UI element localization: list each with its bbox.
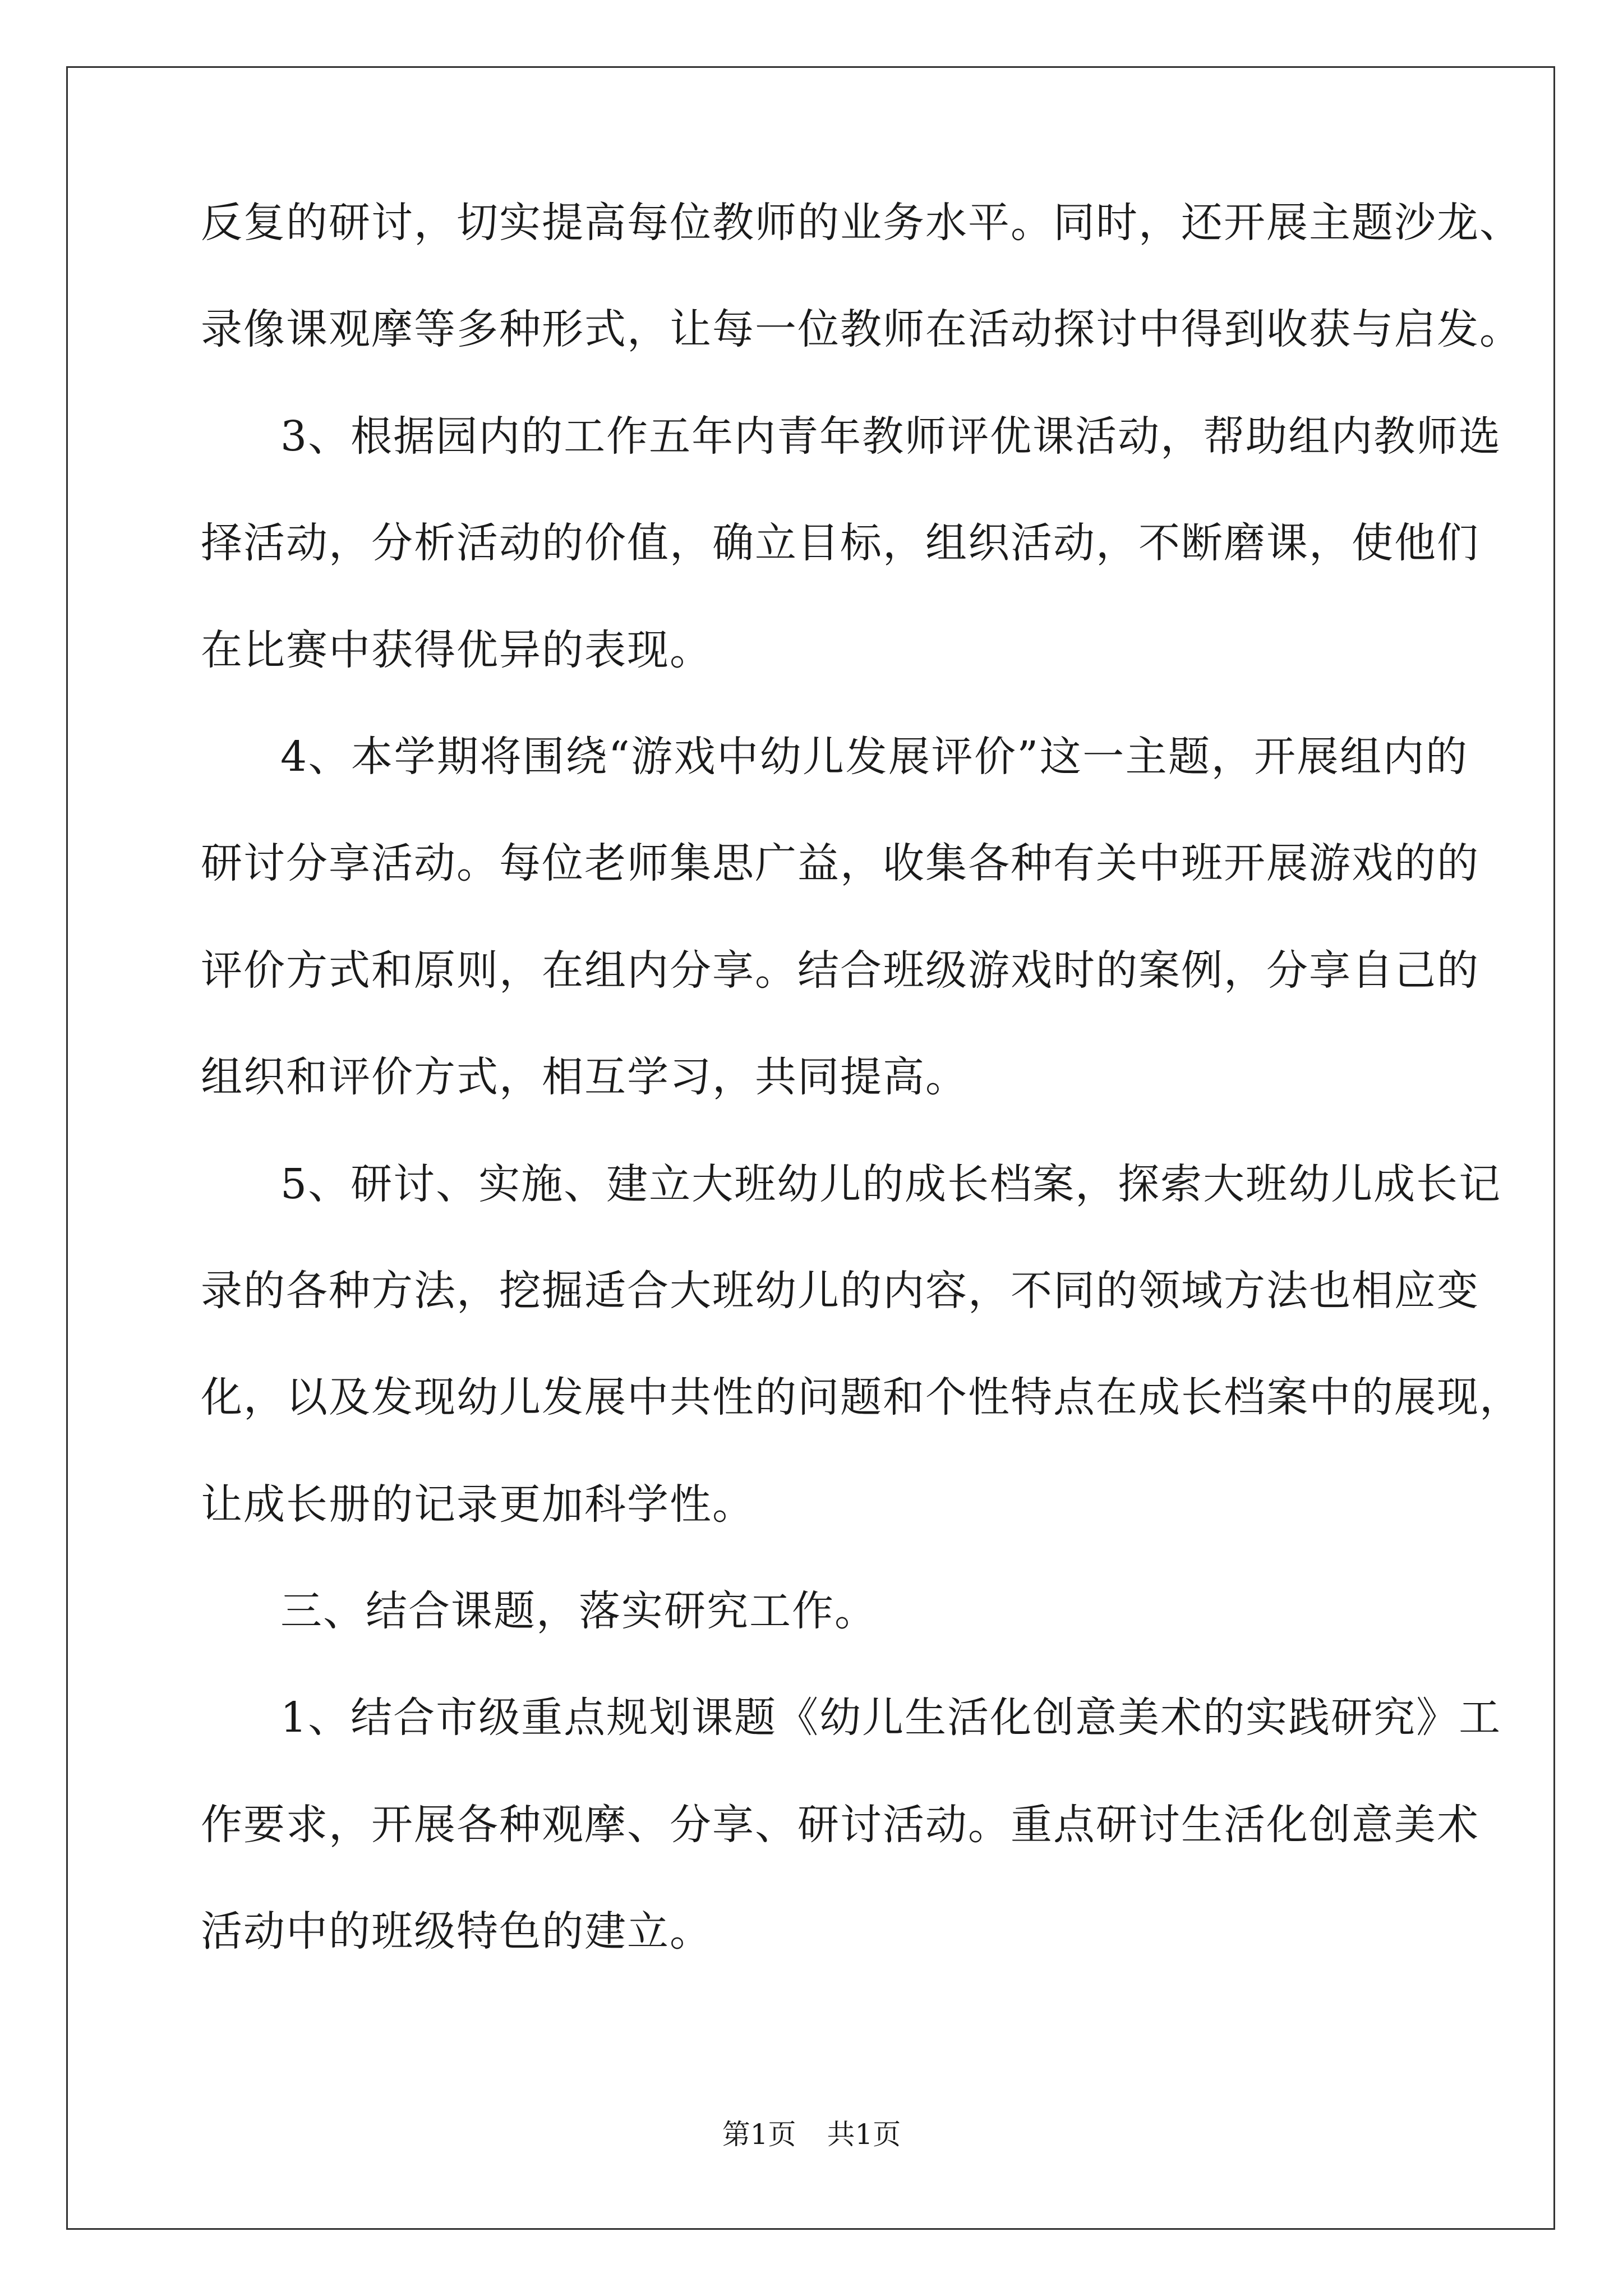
text-line: 录的各种方法，挖掘适合大班幼儿的内容，不同的领域方法也相应变 bbox=[201, 1266, 1479, 1315]
page-footer bbox=[0, 2118, 1623, 2151]
paragraph-3-start: 3、根据园内的工作五年内青年教师评优课活动，帮助组内教师选 bbox=[280, 412, 1502, 461]
total-pages: 共1页 bbox=[827, 2118, 901, 2151]
document-body bbox=[201, 197, 1522, 2013]
text-line: 作要求，开展各种观摩、分享、研讨活动。重点研讨生活化创意美术 bbox=[201, 1800, 1479, 1849]
text-line: 在比赛中获得优异的表现。 bbox=[201, 625, 712, 674]
paragraph-section3-1-start: 1、结合市级重点规划课题《幼儿生活化创意美术的实践研究》工 bbox=[280, 1694, 1502, 1742]
text-line: 评价方式和原则，在组内分享。结合班级游戏时的案例，分享自己的 bbox=[201, 946, 1479, 995]
paragraph-5-start: 5、研讨、实施、建立大班幼儿的成长档案，探索大班幼儿成长记 bbox=[280, 1159, 1502, 1208]
text-line: 录像课观摩等多种形式，让每一位教师在活动探讨中得到收获与启发。 bbox=[201, 305, 1522, 354]
text-line: 化，以及发现幼儿发展中共性的问题和个性特点在成长档案中的展现， bbox=[201, 1373, 1522, 1422]
text-line: 活动中的班级特色的建立。 bbox=[201, 1907, 712, 1956]
text-line: 择活动，分析活动的价值，确立目标，组织活动，不断磨课，使他们 bbox=[201, 519, 1479, 568]
paragraph-4-start: 4、本学期将围绕“游戏中幼儿发展评价”这一主题，开展组内的 bbox=[280, 732, 1468, 781]
text-line: 反复的研讨，切实提高每位教师的业务水平。同时，还开展主题沙龙、 bbox=[201, 199, 1522, 247]
text-line: 让成长册的记录更加科学性。 bbox=[201, 1480, 755, 1529]
section-heading: 三、结合课题，落实研究工作。 bbox=[280, 1587, 877, 1636]
text-line: 研讨分享活动。每位老师集思广益，收集各种有关中班开展游戏的的 bbox=[201, 839, 1479, 888]
page-number: 第1页 bbox=[722, 2118, 796, 2151]
text-line: 组织和评价方式，相互学习，共同提高。 bbox=[201, 1053, 968, 1102]
